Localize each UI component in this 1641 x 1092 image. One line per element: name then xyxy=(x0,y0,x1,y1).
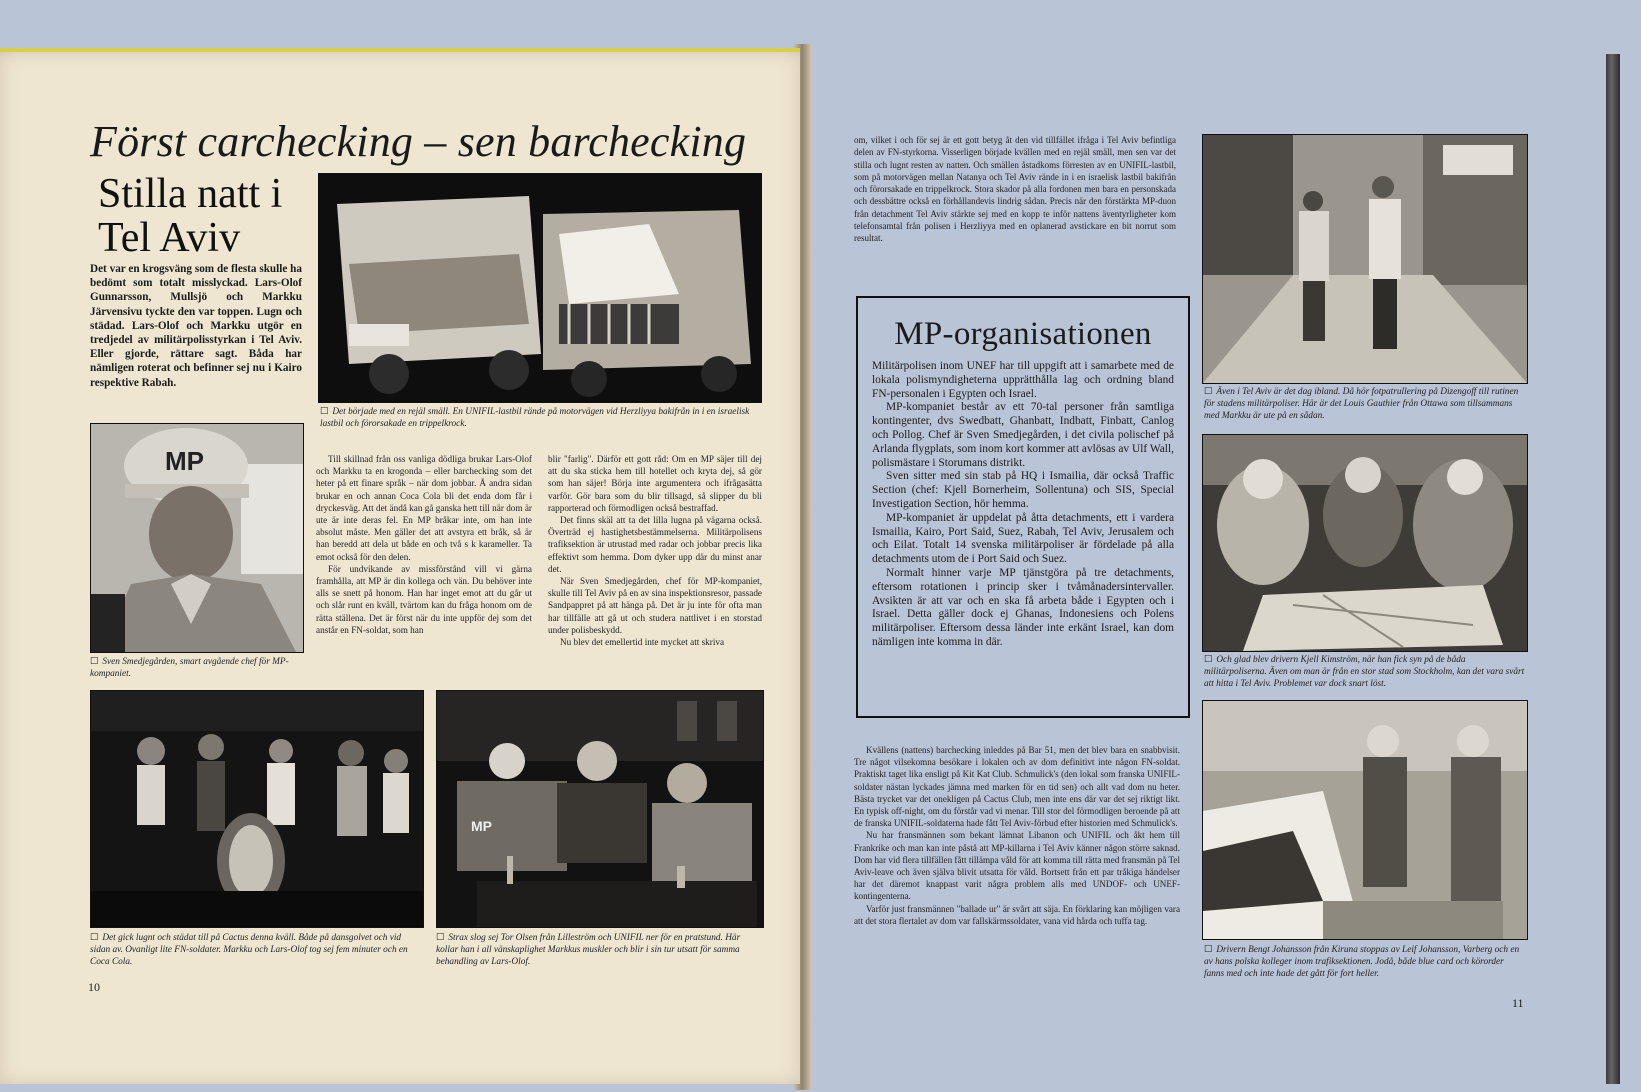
mp-box-title: MP-organisationen xyxy=(894,316,1152,352)
right-top-text xyxy=(854,134,1176,245)
body-paragraph: När Sven Smedjegården, chef för MP-kompaniet, skulle till Tel Aviv på en av sina inspektionsresor, passade Sandpappret på att hänga på. Det är ju inte för ofta man har tillfälle att gå ut och studera nattlivet i en storstad under polisbeskydd. xyxy=(548,576,762,635)
body-paragraph: Nu har fransmännen som bekant lämnat Libanon och UNIFIL och åkt hem till Frankrike och man kan inte påstå att MP-killarna i Tel Aviv känner någon större saknad. Dom har vid flera tillfällen fått tillämpa våld för att komma till rätta med fransmän på Tel Aviv-leave och även själva blivit utsatta för våld. Bortsett från ett par tråkiga händelser har det däremot knappast varit några problem alls med UNDOF- och UNEF-kontingenterna. xyxy=(854,830,1180,902)
photo-street-patrol xyxy=(1202,134,1528,384)
body-paragraph: Det finns skäl att ta det lilla lugna på vägarna också. Överträd ej hastighetsbestämmelserna. Militärpolisens trafiksektion är utrustad med radar och jobbar precis lika effektivt som hemma. Dom dyker upp där du minst anar det. xyxy=(548,515,762,574)
photo-crashed-vehicles xyxy=(318,173,762,403)
body-column-2 xyxy=(548,453,762,648)
caption-box-icon: ☐ xyxy=(90,933,99,943)
body-column-1 xyxy=(316,453,532,636)
photo-map-driver xyxy=(1202,434,1528,652)
caption-traffic: ☐ Drivern Bengt Johansson från Kiruna stoppas av Leif Johansson, Varberg och en av hans polska kolleger inom trafiksektionen. Jodå, både blue card och körorder fanns med och inte hade det gått för fort heller. xyxy=(1204,945,1520,979)
mp-organisation-box xyxy=(856,296,1190,718)
caption-portrait: ☐ Sven Smedjegården, smart avgående chef för MP-kompaniet. xyxy=(90,657,289,679)
mp-paragraph: Sven sitter med sin stab på HQ i Ismailia, där också Traffic Section (chef: Kjell Bornerheim, Sollentuna) och SIS, Special Investigation Section, hör hemma. xyxy=(872,470,1174,510)
sleeve-mp-text: MP xyxy=(471,818,492,834)
body-paragraph: Kvällens (nattens) barchecking inleddes på Bar 51, men det blev bara en snabbvisit. Tre något vilsekomna besökare i lokalen och av dom definitivt inte någon FN-soldat. Praktiskt taget lika ensligt på Kit Kat Club. Schmulick's (den lokal som franska UNIFIL-soldater nästan lyckades jämna med marken för en tid sen) och allt vad dom nu heter. Bästa trycket var det onekligen på Cactus Club, men inte ens där var det sej riktigt likt. En typisk off-night, om du förstår vad vi menar. Till stor del förmodligen beroende på att de franska UNIFIL-soldaterna hade fått Tel Aviv-förbud efter historien med Schmulick's. xyxy=(854,745,1180,829)
mp-paragraph: MP-kompaniet är uppdelat på åtta detachments, ett i vardera Ismailia, Kairo, Port Said, Suez, Rabah, Tel Aviv, Jerusalem och och Eilat. Totalt 14 svenska militärpoliser är fördelade på alla detachments utom de i Port Said och Suez. xyxy=(872,511,1174,566)
caption-crashed-vehicles: ☐ Det började med en rejäl smäll. En UNIFIL-lastbil rände på motorvägen vid Herzliyya bakifrån in i en israelisk lastbil och förorsakade en trippelkrock. xyxy=(320,407,750,429)
subhead: Stilla natt i Tel Aviv xyxy=(98,171,283,261)
caption-cactus: ☐ Det gick lugnt och städat till på Cactus denna kväll. Både på dansgolvet och vid sidan av. Ovanligt lite FN-soldater. Markku och Lars-Olof tog sej fem minuter och en Coca Cola. xyxy=(90,933,408,967)
mp-paragraph: Normalt hinner varje MP tjänstgöra på tre detachments, eftersom rotationen i princip sker i tvåmånadersintervaller. Avsikten är att var och en ska få arbeta både i Egypten och i Israel. Detta gäller dock ej Ghanas, Indonesiens och Polens militärpoliser. Eftersom dessa länder inte erkänt Israel, kan dom nämligen inte komma in där. xyxy=(872,566,1174,648)
caption-box-icon: ☐ xyxy=(1204,387,1213,397)
body-paragraph: För undvikande av missförstånd vill vi gärna framhålla, att MP är din kollega och vän. Du behöver inte alls se snett på honom. Han har inget emot att du går ut och slår runt en kväll, tvärtom kan du fråga honom om de rätta ställena. Det är först när du inte uppför dej som det anstår en FN-soldat, som han xyxy=(316,563,532,635)
caption-box-icon: ☐ xyxy=(90,657,99,667)
caption-box-icon: ☐ xyxy=(320,407,329,417)
body-paragraph: blir "farlig". Därför ett gott råd: Om en MP säjer till dej att du ska sticka hem till hotellet och kryta dej, så gör som han säjer! Börja inte argumentera och ifrågasätta varför. Gör bara som du blir tillsagd, så slipper du bli rapporterad och förmodligen också bestraffad. xyxy=(548,454,762,513)
body-paragraph: Till skillnad från oss vanliga dödliga brukar Lars-Olof och Markku ta en krogonda – eller barchecking som det heter på ett finare språk – när dom jobbar. Å andra sidan brukar en och annan Coca Cola bli det enda dom får i dryckesväg. Att det ändå kan gå ganska hett till när dom är ute är inte deras fel. En MP bråkar inte, om han inte absolut måste. Men gäller det att avstyra ett bråk, så är han beredd att dela ut både en och två s k karameller. Ta emot också för den delen. xyxy=(316,454,532,562)
page-number-right: 11 xyxy=(1512,996,1524,1010)
photo-bar-pratstund xyxy=(436,690,764,928)
mp-paragraph: Militärpolisen inom UNEF har till uppgift att i samarbete med de lokala polismyndigheterna upprätthålla lag och ordning bland FN-personalen i Egypten och Israel. xyxy=(872,360,1174,400)
caption-box-icon: ☐ xyxy=(1204,655,1213,665)
caption-box-icon: ☐ xyxy=(1204,945,1213,955)
caption-street: ☐ Även i Tel Aviv är det dag ibland. Då hör fotpatrullering på Dizengoff till rutinen för stadens militärpoliser. Här är det Louis Gauthier från Ottawa som tillsammans med Markku är ute på en sådan. xyxy=(1204,387,1519,421)
caption-bar: ☐ Strax slog sej Tor Olsen från Lilleström och UNIFIL ner för en pratstund. Här kollar han i all vänskaplighet Markkus muskler och blir i sin tur utsatt för samma behandling av Lars-Olof. xyxy=(436,933,741,967)
headline: Först carchecking – sen barchecking xyxy=(90,117,747,166)
photo-traffic-stop xyxy=(1202,700,1528,940)
helmet-mp-text: MP xyxy=(165,446,204,476)
right-bottom-text xyxy=(854,744,1180,927)
page-number-left: 10 xyxy=(88,980,100,994)
caption-box-icon: ☐ xyxy=(436,933,445,943)
cover-edge xyxy=(1606,54,1620,1084)
photo-portrait-smedjegarden xyxy=(90,423,304,653)
caption-map: ☐ Och glad blev drivern Kjell Kimström, när han fick syn på de båda militärpoliserna. Även om man är från en stor stad som Stockholm, kan det vara svårt att hitta i Tel Aviv. Problemet var dock snart löst. xyxy=(1204,655,1525,689)
body-paragraph: om, vilket i och för sej är ett gott betyg åt den vid tillfället ifråga i Tel Aviv befintliga delen av FN-styrkorna. Visserligen började kvällen med en rejäl smäll, men sen var det stilla och lugnt resten av natten. Och smällen åstadkoms förresten av en UNIFIL-lastbil, som på motorvägen mellan Natanya och Tel Aviv rände in i en israelisk lastbil bakifrån och förorsakade en trippelkrock. Stora skador på alla fordonen men bara en personskada och dessbättre också en förhållandevis lindrig sådan. Precis när den förstärkta MP-duon från detachment Tel Aviv stärkte sej med en kopp te inför nattens äventyrligheter kom telefonsamtal från polisen i Herzliyya med en oplanerad avstickare en bit norrut som resultat. xyxy=(854,135,1176,244)
mp-box-text xyxy=(872,360,1174,650)
photo-cactus-dancefloor xyxy=(90,690,424,928)
lead-paragraph: Det var en krogsväng som de flesta skulle ha bedömt som totalt misslyckad. Lars-Olof Gunnarsson, Mullsjö och Markku Järvensivu tyckte den var toppen. Lugn och städad. Lars-Olof och Markku utgör en tredjedel av militärpolisstyrkan i Tel Aviv. Eller gjorde, rättare sagt. Båda har nämligen roterat och befinner sej nu i Kairo respektive Rabah. xyxy=(90,263,302,389)
body-paragraph: Varför just fransmännen "ballade ur" är svårt att säja. En förklaring kan möjligen vara att det stora flertalet av dom var fallskärmssoldater, vana vid hårda och tuffa tag. xyxy=(854,903,1180,926)
body-paragraph: Nu blev det emellertid inte mycket att skriva xyxy=(560,637,725,648)
mp-paragraph: MP-kompaniet består av ett 70-tal personer från samtliga kontingenter, dvs Swedbatt, Ghanbatt, Indbatt, Finbatt, Canlog och Pollog. Chef är Sven Smedjegården, i det civila polischef på Arlanda flygplats, som inom kort kommer att avlösas av Ulf Wall, polismästare i Storumans distrikt. xyxy=(872,401,1174,469)
